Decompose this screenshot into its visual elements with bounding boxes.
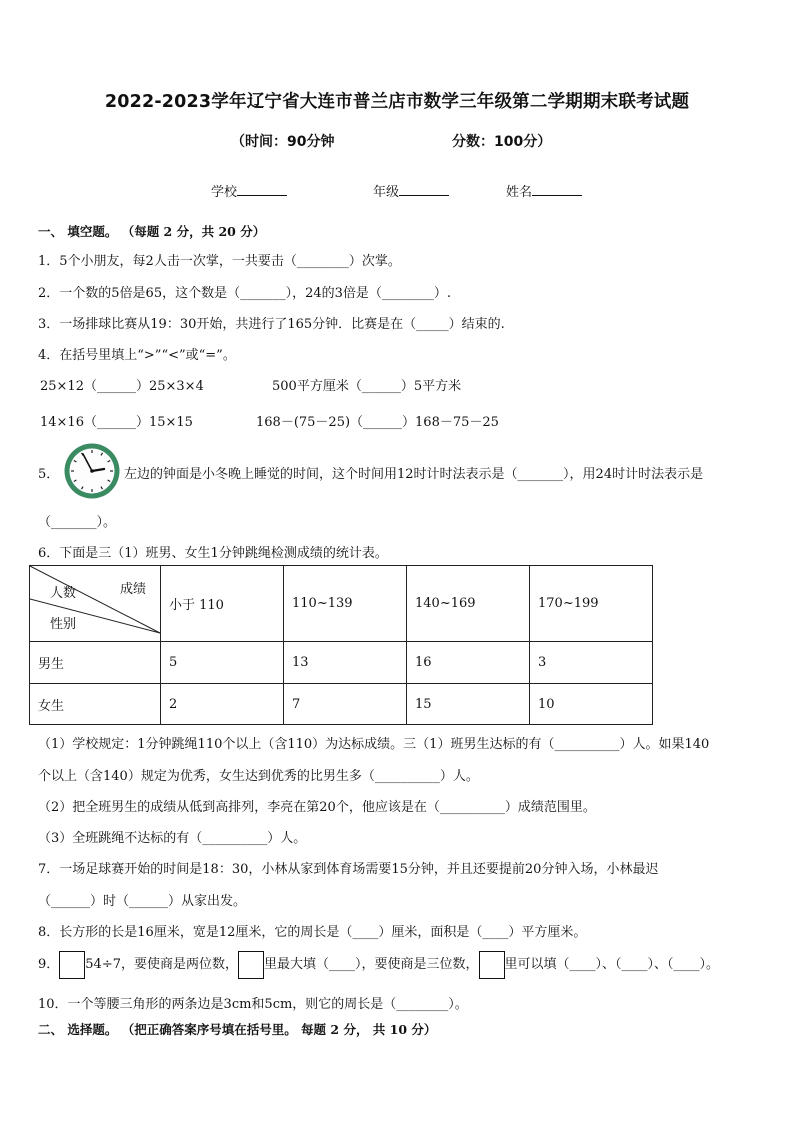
table-corner-header — [30, 566, 161, 642]
q5-number: 5． — [38, 467, 60, 482]
question-1: 1．5个小朋友，每2人击一次掌，一共要击（________）次掌。 — [38, 254, 401, 269]
name-blank[interactable] — [532, 182, 582, 196]
grade-blank[interactable] — [399, 182, 449, 196]
corner-gender-label: 性别 — [50, 617, 77, 632]
q5-continuation: （_______）。 — [38, 515, 117, 530]
q9-part-3: 里可以填（____）、（____）、（____）。 — [504, 957, 720, 972]
question-7a: 7．一场足球赛开始的时间是18：30，小林从家到体育场需要15分钟，并且还要提前20分钟入场，小林最迟 — [38, 862, 659, 877]
q4-item-c: 14×16（______）15×15 — [40, 415, 193, 430]
q4-item-d: 168－(75－25)（______）168－75－25 — [256, 415, 499, 430]
table-row — [30, 642, 653, 684]
q4-item-b: 500平方厘米（______）5平方米 — [272, 379, 462, 394]
q9-digit-box[interactable] — [238, 951, 264, 979]
name-label: 姓名 — [506, 185, 533, 200]
column-header: 140~169 — [407, 566, 530, 642]
question-3: 3．一场排球比赛从19：30开始，共进行了165分钟．比赛是在（_____）结束的. — [38, 317, 505, 332]
table-cell: 5 — [161, 642, 284, 684]
time-label: （时间：90分钟 — [231, 134, 335, 150]
section-2-heading: 二、 选择题。 （把正确答案序号填在括号里。 每题 2 分， 共 10 分） — [38, 1022, 437, 1037]
score-label: 分数：100分） — [452, 134, 552, 150]
name-field — [506, 181, 582, 200]
table-cell: 7 — [284, 684, 407, 725]
school-field — [211, 181, 287, 200]
question-4: 4．在括号里填上“>”“<”或“=”。 — [38, 348, 236, 363]
column-header: 170~199 — [530, 566, 653, 642]
corner-count-label: 人数 — [50, 586, 77, 601]
school-label: 学校 — [211, 185, 238, 200]
page-title: 2022-2023学年辽宁省大连市普兰店市数学三年级第二学期期末联考试题 — [104, 92, 690, 112]
column-header: 小于 110 — [161, 566, 284, 642]
section-1-heading: 一、 填空题。 （每题 2 分，共 20 分） — [38, 224, 266, 239]
column-header: 110~139 — [284, 566, 407, 642]
table-cell: 15 — [407, 684, 530, 725]
school-blank[interactable] — [237, 182, 287, 196]
row-label: 女生 — [30, 684, 161, 725]
table-cell: 16 — [407, 642, 530, 684]
clock-icon — [62, 441, 122, 501]
q5-text: 左边的钟面是小冬晚上睡觉的时间，这个时间用12时计时法表示是（_______），用24时计时法表示是 — [124, 467, 704, 482]
question-8: 8．长方形的长是16厘米，宽是12厘米，它的周长是（____）厘米，面积是（____）平方厘米。 — [38, 925, 587, 940]
row-label: 男生 — [30, 642, 161, 684]
q6-part-2: （2）把全班男生的成绩从低到高排列，李亮在第20个，他应该是在（__________）成绩范围里。 — [38, 800, 596, 815]
table-row — [30, 684, 653, 725]
question-10: 10．一个等腰三角形的两条边是3cm和5cm，则它的周长是（________）。 — [38, 997, 468, 1012]
q4-item-a: 25×12（______）25×3×4 — [40, 379, 204, 394]
grade-label: 年级 — [373, 185, 400, 200]
q6-part-3: （3）全班跳绳不达标的有（__________）人。 — [38, 831, 307, 846]
q9-part-2: 里最大填（____），要使商是三位数， — [264, 957, 479, 972]
question-2: 2．一个数的5倍是65，这个数是（_______），24的3倍是（________）. — [38, 286, 452, 301]
table-cell: 10 — [530, 684, 653, 725]
table-cell: 3 — [530, 642, 653, 684]
score-stats-table — [29, 565, 653, 725]
q9-digit-box[interactable] — [479, 951, 505, 979]
question-7b: （______）时（______）从家出发。 — [38, 894, 247, 909]
table-cell: 13 — [284, 642, 407, 684]
q9-part-1: 54÷7，要使商是两位数， — [85, 957, 238, 972]
corner-score-label: 成绩 — [120, 582, 147, 597]
q6-part-1a: （1）学校规定：1分钟跳绳110个以上（含110）为达标成绩。三（1）班男生达标的有（__________）人。如果140 — [38, 737, 710, 752]
question-9 — [38, 950, 719, 980]
q6-part-1b: 个以上（含140）规定为优秀，女生达到优秀的比男生多（__________）人。 — [38, 769, 479, 784]
question-6: 6．下面是三（1）班男、女生1分钟跳绳检测成绩的统计表。 — [38, 546, 388, 561]
q9-number: 9． — [38, 957, 60, 972]
grade-field — [373, 181, 449, 200]
table-cell: 2 — [161, 684, 284, 725]
q9-digit-box[interactable] — [59, 951, 85, 979]
